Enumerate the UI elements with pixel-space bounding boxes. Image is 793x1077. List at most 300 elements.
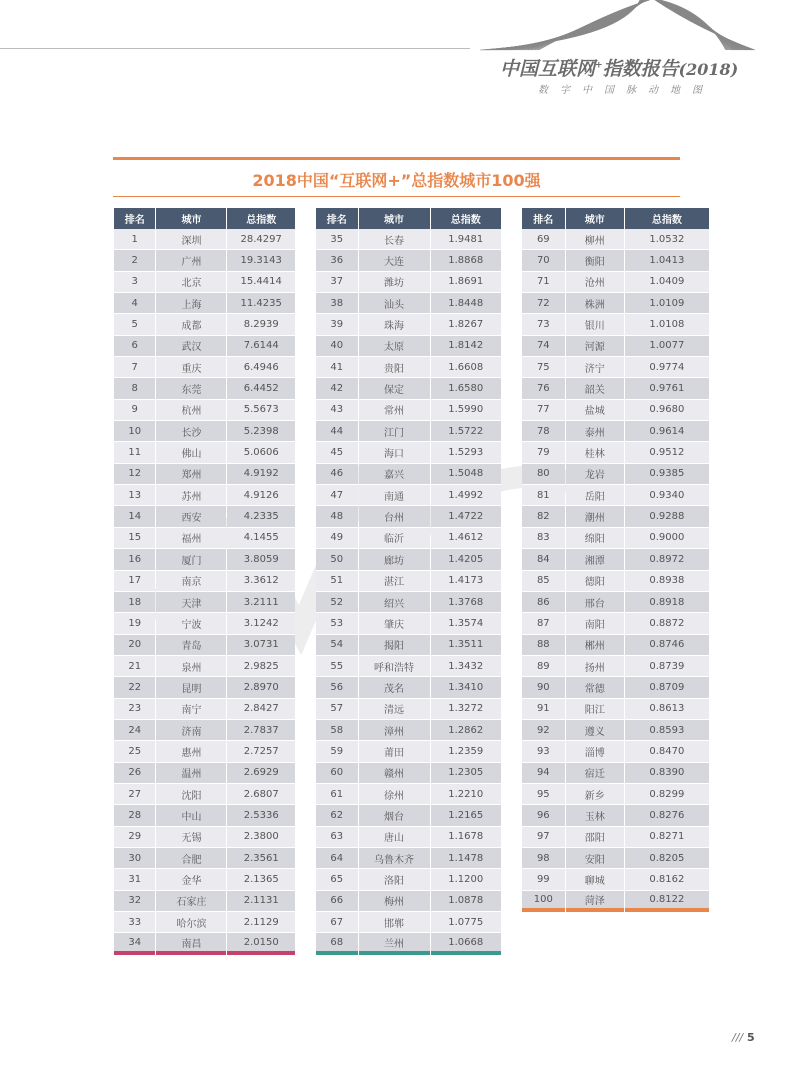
score-cell: 1.0108 xyxy=(625,314,709,335)
rank-cell: 61 xyxy=(316,784,358,805)
score-cell: 1.1200 xyxy=(431,869,501,890)
score-cell: 0.9614 xyxy=(625,421,709,442)
table-row xyxy=(522,528,709,549)
score-cell: 1.3511 xyxy=(431,635,501,656)
score-cell: 0.8972 xyxy=(625,549,709,570)
rank-cell: 34 xyxy=(114,933,155,954)
city-cell: 邵阳 xyxy=(566,827,624,848)
rank-cell: 67 xyxy=(316,912,358,933)
table-row xyxy=(114,464,295,485)
score-cell: 2.1131 xyxy=(227,891,295,912)
city-cell: 汕头 xyxy=(359,293,430,314)
ranking-table-2 xyxy=(315,208,502,955)
score-cell: 1.4992 xyxy=(431,485,501,506)
score-cell: 1.0409 xyxy=(625,272,709,293)
rank-cell: 52 xyxy=(316,592,358,613)
table-row xyxy=(316,229,501,250)
score-cell: 3.2111 xyxy=(227,592,295,613)
table-row xyxy=(316,720,501,741)
rank-cell: 1 xyxy=(114,229,155,250)
header-rule xyxy=(0,48,470,49)
table-row xyxy=(316,400,501,421)
city-cell: 郴州 xyxy=(566,635,624,656)
city-cell: 苏州 xyxy=(156,485,226,506)
score-cell: 2.0150 xyxy=(227,933,295,954)
rank-cell: 54 xyxy=(316,635,358,656)
city-cell: 绍兴 xyxy=(359,592,430,613)
score-cell: 0.8205 xyxy=(625,848,709,869)
table-row xyxy=(316,293,501,314)
score-cell: 0.8938 xyxy=(625,571,709,592)
rank-cell: 49 xyxy=(316,528,358,549)
score-cell: 0.8593 xyxy=(625,720,709,741)
score-cell: 0.8613 xyxy=(625,699,709,720)
rank-cell: 4 xyxy=(114,293,155,314)
rank-cell: 46 xyxy=(316,464,358,485)
rank-cell: 28 xyxy=(114,805,155,826)
table-row xyxy=(114,314,295,335)
table-row xyxy=(114,549,295,570)
table-row xyxy=(316,933,501,954)
rank-cell: 94 xyxy=(522,763,565,784)
rank-cell: 57 xyxy=(316,699,358,720)
score-cell: 1.1678 xyxy=(431,827,501,848)
city-cell: 乌鲁木齐 xyxy=(359,848,430,869)
table-row xyxy=(316,592,501,613)
rank-cell: 87 xyxy=(522,613,565,634)
score-cell: 1.2210 xyxy=(431,784,501,805)
table-row xyxy=(522,229,709,250)
score-cell: 1.8142 xyxy=(431,336,501,357)
score-cell: 0.9512 xyxy=(625,442,709,463)
table-row xyxy=(114,869,295,890)
table-row xyxy=(522,421,709,442)
score-cell: 1.3432 xyxy=(431,656,501,677)
score-cell: 1.0413 xyxy=(625,250,709,271)
city-cell: 肇庆 xyxy=(359,613,430,634)
table-row xyxy=(316,656,501,677)
brand-sup: + xyxy=(595,60,603,71)
score-cell: 1.5048 xyxy=(431,464,501,485)
table-row xyxy=(522,720,709,741)
table-row xyxy=(522,293,709,314)
table-row xyxy=(114,442,295,463)
score-cell: 1.4173 xyxy=(431,571,501,592)
city-cell: 聊城 xyxy=(566,869,624,890)
table-row xyxy=(522,763,709,784)
city-cell: 保定 xyxy=(359,378,430,399)
city-cell: 揭阳 xyxy=(359,635,430,656)
table-row xyxy=(114,699,295,720)
table-header-row xyxy=(316,208,501,229)
brand-text: 中国互联网 xyxy=(500,58,596,80)
rank-cell: 6 xyxy=(114,336,155,357)
table-row xyxy=(114,293,295,314)
score-cell: 1.0668 xyxy=(431,933,501,954)
table-row xyxy=(316,378,501,399)
table-row xyxy=(316,741,501,762)
table-row xyxy=(114,528,295,549)
table-row xyxy=(522,635,709,656)
score-cell: 4.1455 xyxy=(227,528,295,549)
score-cell: 1.3272 xyxy=(431,699,501,720)
score-cell: 2.6807 xyxy=(227,784,295,805)
table-row xyxy=(114,848,295,869)
table-row xyxy=(522,827,709,848)
table-row xyxy=(114,741,295,762)
city-cell: 湘潭 xyxy=(566,549,624,570)
city-cell: 佛山 xyxy=(156,442,226,463)
score-cell: 1.2305 xyxy=(431,763,501,784)
city-cell: 大连 xyxy=(359,250,430,271)
rank-cell: 66 xyxy=(316,891,358,912)
table-row xyxy=(316,528,501,549)
table-row xyxy=(114,912,295,933)
rank-cell: 9 xyxy=(114,400,155,421)
score-cell: 1.9481 xyxy=(431,229,501,250)
score-cell: 6.4452 xyxy=(227,378,295,399)
table-row xyxy=(316,506,501,527)
city-cell: 长春 xyxy=(359,229,430,250)
city-cell: 常州 xyxy=(359,400,430,421)
rank-cell: 59 xyxy=(316,741,358,762)
rank-cell: 48 xyxy=(316,506,358,527)
table-row xyxy=(316,250,501,271)
city-cell: 宁波 xyxy=(156,613,226,634)
score-cell: 2.1365 xyxy=(227,869,295,890)
rank-cell: 44 xyxy=(316,421,358,442)
score-cell: 0.8739 xyxy=(625,656,709,677)
city-cell: 合肥 xyxy=(156,848,226,869)
rank-cell: 92 xyxy=(522,720,565,741)
score-cell: 1.4205 xyxy=(431,549,501,570)
table-row xyxy=(522,357,709,378)
rank-cell: 2 xyxy=(114,250,155,271)
score-cell: 1.8868 xyxy=(431,250,501,271)
city-cell: 漳州 xyxy=(359,720,430,741)
rank-cell: 7 xyxy=(114,357,155,378)
rank-cell: 85 xyxy=(522,571,565,592)
table-row xyxy=(316,464,501,485)
rank-cell: 60 xyxy=(316,763,358,784)
rank-cell: 98 xyxy=(522,848,565,869)
report-subtitle: 数字中国脉动地图 xyxy=(538,85,714,96)
city-cell: 广州 xyxy=(156,250,226,271)
score-cell: 2.8427 xyxy=(227,699,295,720)
rank-cell: 82 xyxy=(522,506,565,527)
city-cell: 唐山 xyxy=(359,827,430,848)
table-row xyxy=(522,378,709,399)
score-cell: 1.0878 xyxy=(431,891,501,912)
rank-cell: 11 xyxy=(114,442,155,463)
city-cell: 南昌 xyxy=(156,933,226,954)
score-cell: 1.0775 xyxy=(431,912,501,933)
column-header: 排名 xyxy=(522,208,565,229)
table-row xyxy=(522,314,709,335)
rank-cell: 31 xyxy=(114,869,155,890)
city-cell: 泉州 xyxy=(156,656,226,677)
table-row xyxy=(114,229,295,250)
rank-cell: 63 xyxy=(316,827,358,848)
score-cell: 0.8390 xyxy=(625,763,709,784)
city-cell: 呼和浩特 xyxy=(359,656,430,677)
table-row xyxy=(316,784,501,805)
city-cell: 哈尔滨 xyxy=(156,912,226,933)
table-row xyxy=(114,400,295,421)
rank-cell: 38 xyxy=(316,293,358,314)
table-row xyxy=(522,506,709,527)
city-cell: 株洲 xyxy=(566,293,624,314)
rank-cell: 21 xyxy=(114,656,155,677)
report-brand xyxy=(500,54,738,81)
column-header: 城市 xyxy=(156,208,226,229)
score-cell: 0.8122 xyxy=(625,891,709,912)
city-cell: 北京 xyxy=(156,272,226,293)
city-cell: 昆明 xyxy=(156,677,226,698)
score-cell: 1.6608 xyxy=(431,357,501,378)
score-cell: 1.8448 xyxy=(431,293,501,314)
page-number xyxy=(732,1031,755,1044)
score-cell: 0.8872 xyxy=(625,613,709,634)
table-row xyxy=(114,357,295,378)
rank-cell: 10 xyxy=(114,421,155,442)
rank-cell: 80 xyxy=(522,464,565,485)
score-cell: 0.8271 xyxy=(625,827,709,848)
score-cell: 2.6929 xyxy=(227,763,295,784)
table-row xyxy=(114,272,295,293)
rank-cell: 68 xyxy=(316,933,358,954)
city-cell: 福州 xyxy=(156,528,226,549)
rank-cell: 55 xyxy=(316,656,358,677)
score-cell: 2.8970 xyxy=(227,677,295,698)
table-row xyxy=(316,571,501,592)
table-row xyxy=(522,741,709,762)
score-cell: 0.8162 xyxy=(625,869,709,890)
score-cell: 3.0731 xyxy=(227,635,295,656)
rank-cell: 13 xyxy=(114,485,155,506)
table-row xyxy=(316,613,501,634)
rank-cell: 12 xyxy=(114,464,155,485)
city-cell: 桂林 xyxy=(566,442,624,463)
table-row xyxy=(114,827,295,848)
table-row xyxy=(522,869,709,890)
city-cell: 济南 xyxy=(156,720,226,741)
rank-cell: 37 xyxy=(316,272,358,293)
city-cell: 常德 xyxy=(566,677,624,698)
rank-cell: 81 xyxy=(522,485,565,506)
score-cell: 3.3612 xyxy=(227,571,295,592)
city-cell: 绵阳 xyxy=(566,528,624,549)
rank-cell: 14 xyxy=(114,506,155,527)
score-cell: 2.5336 xyxy=(227,805,295,826)
table-row xyxy=(522,656,709,677)
rank-cell: 43 xyxy=(316,400,358,421)
rank-cell: 19 xyxy=(114,613,155,634)
city-cell: 无锡 xyxy=(156,827,226,848)
city-cell: 湛江 xyxy=(359,571,430,592)
table-row xyxy=(114,720,295,741)
score-cell: 6.4946 xyxy=(227,357,295,378)
rank-cell: 73 xyxy=(522,314,565,335)
rank-cell: 17 xyxy=(114,571,155,592)
column-header: 排名 xyxy=(316,208,358,229)
table-row xyxy=(316,336,501,357)
city-cell: 沈阳 xyxy=(156,784,226,805)
table-row xyxy=(522,784,709,805)
city-cell: 厦门 xyxy=(156,549,226,570)
rank-cell: 95 xyxy=(522,784,565,805)
city-cell: 武汉 xyxy=(156,336,226,357)
table-row xyxy=(114,250,295,271)
rank-cell: 74 xyxy=(522,336,565,357)
city-cell: 德阳 xyxy=(566,571,624,592)
table-row xyxy=(316,763,501,784)
table-row xyxy=(522,805,709,826)
table-row xyxy=(522,699,709,720)
city-cell: 临沂 xyxy=(359,528,430,549)
city-cell: 徐州 xyxy=(359,784,430,805)
table-row xyxy=(114,933,295,954)
table-row xyxy=(316,442,501,463)
city-cell: 青岛 xyxy=(156,635,226,656)
score-cell: 0.9680 xyxy=(625,400,709,421)
score-cell: 1.2359 xyxy=(431,741,501,762)
city-cell: 沧州 xyxy=(566,272,624,293)
city-cell: 嘉兴 xyxy=(359,464,430,485)
score-cell: 3.1242 xyxy=(227,613,295,634)
score-cell: 3.8059 xyxy=(227,549,295,570)
table-row xyxy=(522,677,709,698)
page-mark: /// xyxy=(732,1031,744,1044)
rank-cell: 69 xyxy=(522,229,565,250)
rank-cell: 33 xyxy=(114,912,155,933)
score-cell: 1.0532 xyxy=(625,229,709,250)
score-cell: 1.0109 xyxy=(625,293,709,314)
table-row xyxy=(522,592,709,613)
table-row xyxy=(114,506,295,527)
rank-cell: 18 xyxy=(114,592,155,613)
rank-cell: 76 xyxy=(522,378,565,399)
score-cell: 11.4235 xyxy=(227,293,295,314)
score-cell: 5.0606 xyxy=(227,442,295,463)
table-row xyxy=(114,635,295,656)
table-row xyxy=(114,571,295,592)
score-cell: 1.1478 xyxy=(431,848,501,869)
rank-cell: 27 xyxy=(114,784,155,805)
city-cell: 玉林 xyxy=(566,805,624,826)
score-cell: 1.4612 xyxy=(431,528,501,549)
city-cell: 茂名 xyxy=(359,677,430,698)
title-top-rule xyxy=(113,157,680,160)
header-fan-graphic xyxy=(470,0,760,52)
rank-cell: 30 xyxy=(114,848,155,869)
rank-cell: 41 xyxy=(316,357,358,378)
score-cell: 0.8918 xyxy=(625,592,709,613)
score-cell: 0.8470 xyxy=(625,741,709,762)
rank-cell: 50 xyxy=(316,549,358,570)
rank-cell: 100 xyxy=(522,891,565,912)
city-cell: 海口 xyxy=(359,442,430,463)
table-row xyxy=(114,805,295,826)
rank-cell: 96 xyxy=(522,805,565,826)
score-cell: 5.2398 xyxy=(227,421,295,442)
rank-cell: 35 xyxy=(316,229,358,250)
city-cell: 重庆 xyxy=(156,357,226,378)
table-row xyxy=(316,314,501,335)
rank-cell: 25 xyxy=(114,741,155,762)
rank-cell: 47 xyxy=(316,485,358,506)
rank-cell: 58 xyxy=(316,720,358,741)
column-header: 城市 xyxy=(359,208,430,229)
score-cell: 0.9761 xyxy=(625,378,709,399)
score-cell: 0.9000 xyxy=(625,528,709,549)
table-row xyxy=(316,891,501,912)
score-cell: 2.7837 xyxy=(227,720,295,741)
city-cell: 淄博 xyxy=(566,741,624,762)
city-cell: 兰州 xyxy=(359,933,430,954)
table-row xyxy=(316,635,501,656)
rank-cell: 89 xyxy=(522,656,565,677)
score-cell: 5.5673 xyxy=(227,400,295,421)
table-row xyxy=(316,827,501,848)
score-cell: 19.3143 xyxy=(227,250,295,271)
rank-cell: 75 xyxy=(522,357,565,378)
rank-cell: 40 xyxy=(316,336,358,357)
rank-cell: 15 xyxy=(114,528,155,549)
rank-cell: 20 xyxy=(114,635,155,656)
column-header: 总指数 xyxy=(227,208,295,229)
table-row xyxy=(522,485,709,506)
column-header: 排名 xyxy=(114,208,155,229)
city-cell: 岳阳 xyxy=(566,485,624,506)
score-cell: 1.8691 xyxy=(431,272,501,293)
table-row xyxy=(316,357,501,378)
page-title: 2018中国“互联网+”总指数城市100强 xyxy=(252,171,541,190)
city-cell: 石家庄 xyxy=(156,891,226,912)
city-cell: 西安 xyxy=(156,506,226,527)
city-cell: 河源 xyxy=(566,336,624,357)
city-cell: 温州 xyxy=(156,763,226,784)
score-cell: 8.2939 xyxy=(227,314,295,335)
table-row xyxy=(316,677,501,698)
table-row xyxy=(522,400,709,421)
score-cell: 2.3800 xyxy=(227,827,295,848)
table-row xyxy=(114,592,295,613)
ranking-table-1 xyxy=(113,208,296,955)
city-cell: 上海 xyxy=(156,293,226,314)
rank-cell: 77 xyxy=(522,400,565,421)
city-cell: 邯郸 xyxy=(359,912,430,933)
city-cell: 潍坊 xyxy=(359,272,430,293)
rank-cell: 88 xyxy=(522,635,565,656)
table-row xyxy=(114,336,295,357)
table-row xyxy=(114,784,295,805)
table-row xyxy=(114,656,295,677)
city-cell: 宿迁 xyxy=(566,763,624,784)
city-cell: 衡阳 xyxy=(566,250,624,271)
rank-cell: 56 xyxy=(316,677,358,698)
score-cell: 2.1129 xyxy=(227,912,295,933)
city-cell: 廊坊 xyxy=(359,549,430,570)
rank-cell: 84 xyxy=(522,549,565,570)
score-cell: 0.8709 xyxy=(625,677,709,698)
table-row xyxy=(316,272,501,293)
score-cell: 1.5722 xyxy=(431,421,501,442)
score-cell: 1.3768 xyxy=(431,592,501,613)
table-row xyxy=(522,464,709,485)
rank-cell: 64 xyxy=(316,848,358,869)
city-cell: 中山 xyxy=(156,805,226,826)
